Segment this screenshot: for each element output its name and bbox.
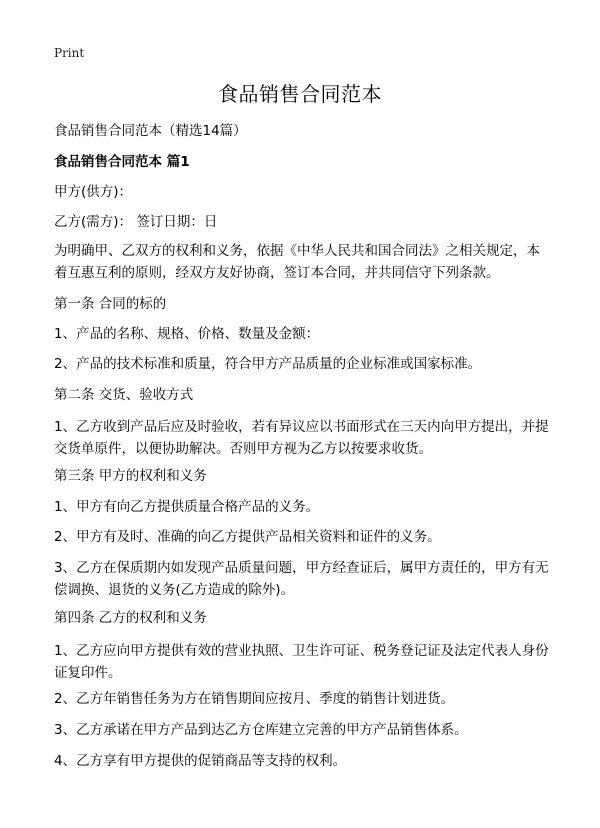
- party-b-line: 乙方(需方)： 签订日期：日: [54, 214, 218, 230]
- print-link[interactable]: Print: [54, 46, 85, 60]
- article-1-item-2: 2、产品的技术标准和质量，符合甲方产品质量的企业标准或国家标准。: [54, 356, 482, 372]
- article-3-heading: 第三条 甲方的权利和义务: [54, 468, 207, 484]
- article-4-item-1: 1、乙方应向甲方提供有效的营业执照、卫生许可证、税务登记证及法定代表人身份证复印件。: [54, 643, 549, 681]
- article-1-item-1: 1、产品的名称、规格、价格、数量及金额：: [54, 326, 320, 342]
- article-2-item-1: 1、乙方收到产品后应及时验收，若有异议应以书面形式在三天内向甲方提出，并提交货单原件，以便协助解决。否则甲方视为乙方以按要求收货。: [54, 419, 549, 457]
- document-subtitle: 食品销售合同范本（精选14篇）: [54, 123, 247, 139]
- article-3-item-3: 3、乙方在保质期内如发现产品质量问题，甲方经查证后，属甲方责任的，甲方有无偿调换、退货的义务(乙方造成的除外)。: [54, 560, 549, 598]
- section-heading: 食品销售合同范本 篇1: [54, 154, 190, 170]
- party-a-line: 甲方(供方)：: [54, 184, 133, 200]
- article-1-heading: 第一条 合同的标的: [54, 296, 167, 312]
- article-2-heading: 第二条 交货、验收方式: [54, 387, 194, 403]
- article-4-item-2: 2、乙方年销售任务为方在销售期间应按月、季度的销售计划进货。: [54, 691, 455, 707]
- article-4-heading: 第四条 乙方的权利和义务: [54, 610, 207, 626]
- article-3-item-2: 2、甲方有及时、准确的向乙方提供产品相关资料和证件的义务。: [54, 529, 441, 545]
- article-4-item-4: 4、乙方享有甲方提供的促销商品等支持的权利。: [54, 753, 347, 769]
- document-title: 食品销售合同范本: [218, 82, 382, 106]
- article-4-item-3: 3、乙方承诺在甲方产品到达乙方仓库建立完善的甲方产品销售体系。: [54, 722, 468, 738]
- intro-paragraph: 为明确甲、乙双方的权利和义务，依据《中华人民共和国合同法》之相关规定，本着互惠互利的原则，经双方友好协商，签订本合同，并共同信守下列条款。: [54, 243, 540, 281]
- article-3-item-1: 1、甲方有向乙方提供质量合格产品的义务。: [54, 499, 320, 515]
